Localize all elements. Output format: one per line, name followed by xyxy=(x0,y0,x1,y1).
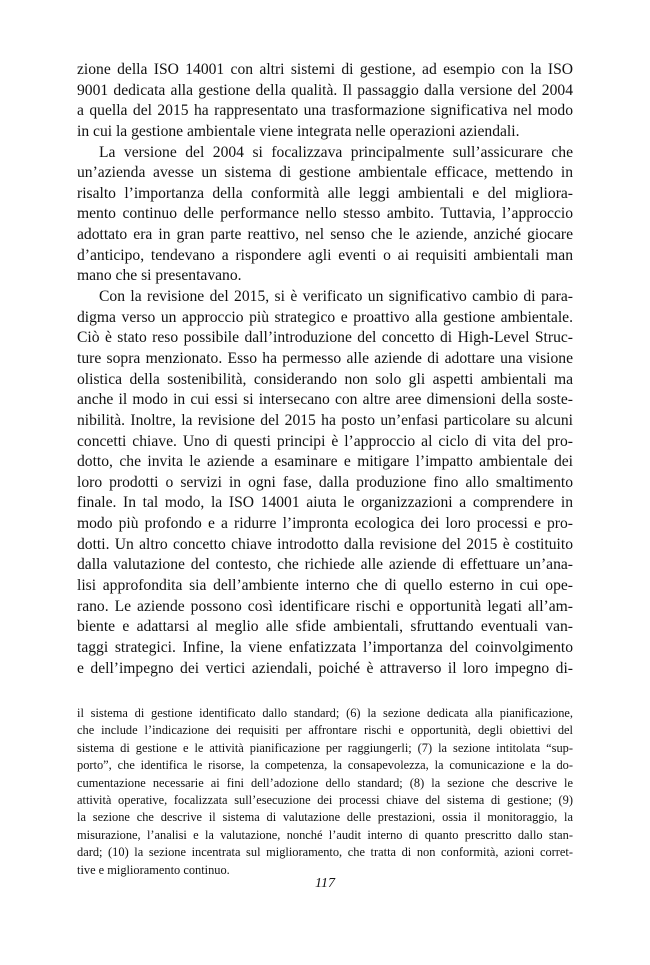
footnote-line: misurazione, l’analisi e la valutazione, nonché l’audit interno di quanto prescritto dallo stan- xyxy=(77,827,573,842)
body-line: finale. In tal modo, la ISO 14001 aiuta le organizzazioni a comprendere in xyxy=(77,494,573,512)
body-line: Ciò è stato reso possibile dall’introduzione del concetto di High-Level Struc- xyxy=(77,329,573,347)
body-text xyxy=(77,60,573,679)
body-line: Con la revisione del 2015, si è verificato un significativo cambio di para- xyxy=(99,288,573,306)
body-line: adottato era in gran parte reattivo, nel senso che le aziende, anziché giocare xyxy=(77,226,573,244)
body-line: in cui la gestione ambientale viene integrata nelle operazioni aziendali. xyxy=(77,122,520,140)
body-line: La versione del 2004 si focalizzava principalmente sull’assicurare che xyxy=(99,143,573,161)
body-line: e dell’impegno dei vertici aziendali, poiché è attraverso il loro impegno di- xyxy=(77,659,573,677)
footnote-line: il sistema di gestione identificato dallo standard; (6) la sezione dedicata alla pianificazione, xyxy=(77,706,573,720)
footnote-line: cumentazione necessarie ai fini dell’adozione dello standard; (8) la sezione che descrive le xyxy=(77,775,573,790)
body-line: mano che si presentavano. xyxy=(77,267,242,285)
footnote-line: attività operative, focalizzata sull’esecuzione dei processi chiave del sistema di gestione; (9) xyxy=(77,792,573,807)
body-line: anche il modo in cui essi si intersecano con altre aree dimensioni della soste- xyxy=(77,391,573,409)
body-line: d’anticipo, tendevano a rispondere agli eventi o ai requisiti ambientali man xyxy=(77,246,573,264)
body-line: loro prodotti o servizi in ogni fase, dalla produzione fino allo smaltimento xyxy=(77,473,573,491)
footnote-line: la sezione che descrive il sistema di valutazione delle prestazioni, ossia il monitoraggio, la xyxy=(77,810,573,825)
body-line: dotto, che invita le aziende a esaminare e mitigare l’impatto ambientale dei xyxy=(77,453,573,471)
body-line: mento continuo delle performance nello stesso ambito. Tuttavia, l’approccio xyxy=(77,205,573,223)
body-line: rano. Le aziende possono così identificare rischi e opportunità legati all’am- xyxy=(77,597,573,615)
body-line: risalto l’importanza della conformità alle leggi ambientali e del migliora- xyxy=(77,184,573,202)
body-line: lisi approfondita sia dell’ambiente interno che di quello esterno in cui ope- xyxy=(77,577,573,595)
footnote-block xyxy=(77,705,573,879)
footnote-line: porto”, che identifica le risorse, la competenza, la consapevolezza, la comunicazione e la do- xyxy=(77,758,573,773)
body-line: a quella del 2015 ha rappresentato una trasformazione significativa nel modo xyxy=(77,102,573,120)
page-number: 117 xyxy=(315,876,335,891)
body-line: dotti. Un altro concetto chiave introdotto dalla revisione del 2015 è costituito xyxy=(77,535,573,553)
body-line: dalla valutazione del contesto, che richiede alle aziende di effettuare un’ana- xyxy=(77,556,573,574)
body-line: concetti chiave. Uno di questi principi è l’approccio al ciclo di vita del pro- xyxy=(77,432,573,450)
body-line: un’azienda avesse un sistema di gestione ambientale efficace, mettendo in xyxy=(77,164,573,182)
body-line: biente e adattarsi al meglio alle sfide ambientali, sfruttando eventuali van- xyxy=(77,618,573,636)
body-line: zione della ISO 14001 con altri sistemi di gestione, ad esempio con la ISO xyxy=(77,61,573,78)
footnote-line: dard; (10) la sezione incentrata sul miglioramento, che tratta di non conformità, azioni corret- xyxy=(77,845,573,860)
footnote-line: che include l’indicazione dei requisiti per affrontare rischi e opportunità, degli obiettivi del xyxy=(77,723,573,738)
footnote-line: tive e miglioramento continuo. xyxy=(77,862,230,877)
body-line: ture sopra menzionato. Esso ha permesso alle aziende di adottare una visione xyxy=(77,349,573,367)
body-line: olistica della sostenibilità, considerando non solo gli aspetti ambientali ma xyxy=(77,370,573,388)
body-line: taggi strategici. Infine, la viene enfatizzata l’importanza del coinvolgimento xyxy=(77,638,573,656)
footnote-line: sistema di gestione e le attività pianificazione per raggiungerli; (7) la sezione intitolata “sup- xyxy=(77,740,573,755)
body-line: nibilità. Inoltre, la revisione del 2015 ha posto un’enfasi particolare su alcuni xyxy=(77,411,573,429)
body-line: modo più profondo e a ridurre l’impronta ecologica dei loro processi e pro- xyxy=(77,515,573,533)
body-line: digma verso un approccio più strategico e proattivo alla gestione ambientale. xyxy=(77,308,573,326)
body-line: 9001 dedicata alla gestione della qualità. Il passaggio dalla versione del 2004 xyxy=(77,81,573,99)
